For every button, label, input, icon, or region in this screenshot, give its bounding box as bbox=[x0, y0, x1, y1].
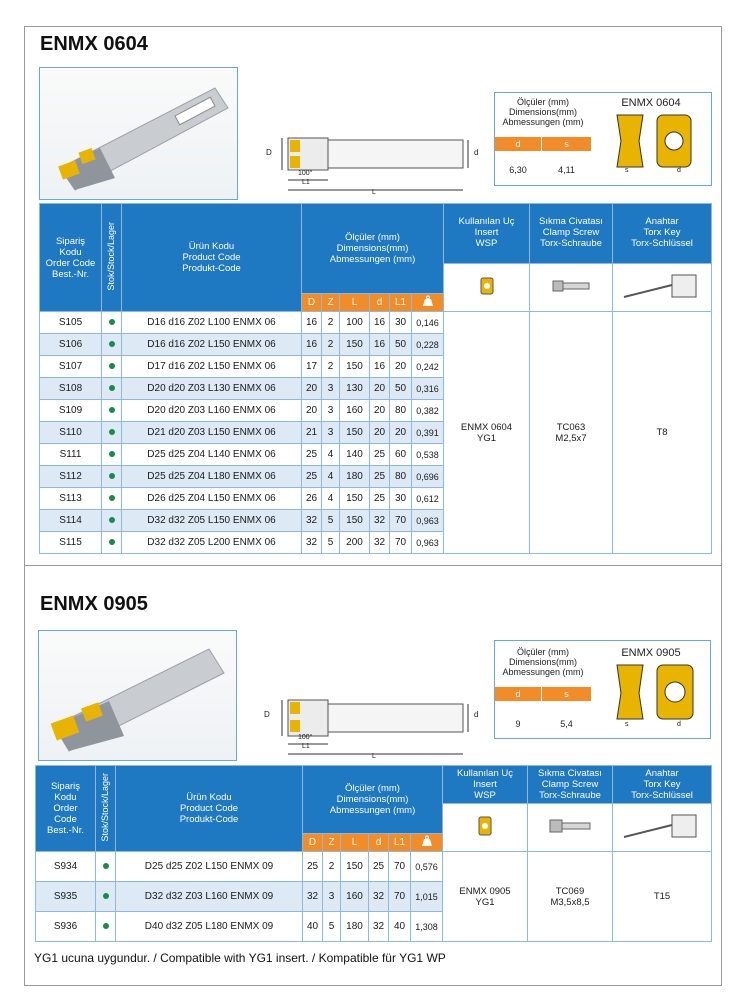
teeth-Z-cell: 5 bbox=[323, 912, 341, 942]
shank-d-cell: 20 bbox=[370, 400, 390, 422]
table-row bbox=[40, 312, 712, 334]
tool-drawing bbox=[262, 686, 487, 766]
diameter-D-cell: 20 bbox=[302, 400, 322, 422]
key-picture bbox=[613, 804, 712, 852]
weight-cell: 0,228 bbox=[412, 334, 444, 356]
order-code-cell: S113 bbox=[40, 488, 102, 510]
length-L1-cell: 70 bbox=[390, 532, 412, 554]
order-code-cell: S110 bbox=[40, 422, 102, 444]
weight-cell: 0,316 bbox=[412, 378, 444, 400]
shank-d-cell: 20 bbox=[370, 378, 390, 400]
compatibility-note: YG1 ucuna uygundur. / Compatible with YG1 insert. / Kompatible für YG1 WP bbox=[34, 951, 446, 965]
dim-L-label: L bbox=[372, 189, 376, 196]
torx-key-icon bbox=[622, 811, 702, 841]
tool-drawing bbox=[262, 120, 487, 200]
order-code-cell: S106 bbox=[40, 334, 102, 356]
diameter-D-cell: 32 bbox=[303, 882, 323, 912]
order-code-cell: S935 bbox=[36, 882, 96, 912]
shank-d-cell: 16 bbox=[370, 334, 390, 356]
weight-cell: 0,963 bbox=[412, 532, 444, 554]
shank-d-cell: 32 bbox=[369, 912, 389, 942]
stock-indicator bbox=[102, 356, 122, 378]
in-stock-dot-icon bbox=[109, 495, 115, 501]
dimensions-header: Ölçüler (mm) Dimensions(mm) Abmessungen (mm) bbox=[303, 766, 443, 834]
teeth-Z-cell: 4 bbox=[322, 466, 340, 488]
diameter-D-cell: 25 bbox=[302, 466, 322, 488]
weight-cell: 0,146 bbox=[412, 312, 444, 334]
length-L1-cell: 40 bbox=[389, 912, 411, 942]
product-table bbox=[39, 203, 712, 554]
shank-d-cell: 20 bbox=[370, 422, 390, 444]
shank-d-cell: 25 bbox=[369, 852, 389, 882]
product-code-cell: D20 d20 Z03 L130 ENMX 06 bbox=[122, 378, 302, 400]
section-title: ENMX 0905 bbox=[40, 593, 148, 615]
shank-d-cell: 25 bbox=[370, 466, 390, 488]
teeth-Z-cell: 4 bbox=[322, 488, 340, 510]
insert-d-value: 9 bbox=[515, 719, 521, 729]
teeth-Z-cell: 3 bbox=[322, 400, 340, 422]
stock-indicator bbox=[96, 912, 116, 942]
product-code-header: Ürün Kodu Product Code Produkt-Code bbox=[116, 766, 303, 852]
dim-L1-label: L1 bbox=[302, 179, 310, 186]
weight-cell: 0,538 bbox=[412, 444, 444, 466]
weight-cell: 0,242 bbox=[412, 356, 444, 378]
dim-col-header: L1 bbox=[389, 834, 411, 852]
teeth-Z-cell: 2 bbox=[322, 356, 340, 378]
product-code-cell: D17 d16 Z02 L150 ENMX 06 bbox=[122, 356, 302, 378]
stock-indicator bbox=[102, 422, 122, 444]
weight-cell: 0,391 bbox=[412, 422, 444, 444]
teeth-Z-cell: 3 bbox=[322, 422, 340, 444]
end-mill-photo-icon bbox=[39, 631, 236, 760]
weight-cell: 0,612 bbox=[412, 488, 444, 510]
teeth-Z-cell: 3 bbox=[322, 378, 340, 400]
order-code-cell: S936 bbox=[36, 912, 96, 942]
section-title: ENMX 0604 bbox=[40, 33, 148, 55]
order-code-cell: S105 bbox=[40, 312, 102, 334]
length-L1-cell: 50 bbox=[390, 378, 412, 400]
order-code-header: Sipariş Kodu Order Code Best.-Nr. bbox=[40, 204, 102, 312]
order-code-cell: S108 bbox=[40, 378, 102, 400]
stock-indicator bbox=[102, 444, 122, 466]
insert-icon bbox=[477, 815, 493, 837]
diameter-D-cell: 17 bbox=[302, 356, 322, 378]
insert-s-header: s bbox=[542, 137, 591, 151]
insert-d-value: 6,30 bbox=[509, 165, 527, 175]
product-code-cell: D25 d25 Z04 L180 ENMX 06 bbox=[122, 466, 302, 488]
key-header: Anahtar Torx Key Torx-Schlüssel bbox=[613, 204, 712, 264]
stock-header: Stok/Stock/Lager bbox=[96, 766, 116, 852]
weight-kg-icon bbox=[421, 835, 433, 847]
torx-screw-icon bbox=[548, 815, 592, 837]
length-L-cell: 180 bbox=[340, 466, 370, 488]
screw-header: Sıkma Civatası Clamp Screw Torx-Schraube bbox=[530, 204, 613, 264]
in-stock-dot-icon bbox=[103, 923, 109, 929]
insert-dimension-box bbox=[494, 92, 712, 186]
teeth-Z-cell: 2 bbox=[322, 334, 340, 356]
dim-d-label: d bbox=[474, 148, 479, 157]
screw-picture bbox=[528, 804, 613, 852]
diameter-D-cell: 26 bbox=[302, 488, 322, 510]
insert-header: Kullanılan Uç Insert WSP bbox=[443, 766, 528, 804]
order-code-cell: S114 bbox=[40, 510, 102, 532]
product-code-cell: D20 d20 Z03 L160 ENMX 06 bbox=[122, 400, 302, 422]
in-stock-dot-icon bbox=[109, 429, 115, 435]
dim-col-header: Z bbox=[323, 834, 341, 852]
insert-dimension-box bbox=[494, 640, 711, 739]
in-stock-dot-icon bbox=[109, 451, 115, 457]
stock-header: Stok/Stock/Lager bbox=[102, 204, 122, 312]
product-code-cell: D16 d16 Z02 L150 ENMX 06 bbox=[122, 334, 302, 356]
length-L-cell: 150 bbox=[340, 422, 370, 444]
stock-indicator bbox=[102, 532, 122, 554]
fig-d-label: d bbox=[677, 167, 681, 174]
tool-photo bbox=[39, 67, 238, 200]
diameter-D-cell: 32 bbox=[302, 510, 322, 532]
insert-geometry-icon bbox=[613, 663, 703, 723]
length-L-cell: 130 bbox=[340, 378, 370, 400]
shank-d-cell: 16 bbox=[370, 356, 390, 378]
dim-col-header: L1 bbox=[390, 294, 412, 312]
dimension-box-title: Ölçüler (mm) Dimensions(mm) Abmessungen (mm) bbox=[502, 647, 584, 677]
dim-L-label: L bbox=[372, 753, 376, 760]
fig-d-label: d bbox=[677, 721, 681, 728]
weight-cell: 0,696 bbox=[412, 466, 444, 488]
in-stock-dot-icon bbox=[109, 473, 115, 479]
screw-header: Sıkma Civatası Clamp Screw Torx-Schraube bbox=[528, 766, 613, 804]
product-code-header: Ürün Kodu Product Code Produkt-Code bbox=[122, 204, 302, 312]
insert-d-header: d bbox=[495, 687, 541, 701]
product-code-cell: D25 d25 Z04 L140 ENMX 06 bbox=[122, 444, 302, 466]
weight-header bbox=[412, 294, 444, 312]
order-code-cell: S111 bbox=[40, 444, 102, 466]
weight-cell: 0,576 bbox=[411, 852, 443, 882]
order-code-cell: S109 bbox=[40, 400, 102, 422]
diameter-D-cell: 32 bbox=[302, 532, 322, 554]
dim-col-header: D bbox=[302, 294, 322, 312]
insert-picture bbox=[444, 264, 530, 312]
in-stock-dot-icon bbox=[109, 363, 115, 369]
screw-spec-cell: TC063 M2,5x7 bbox=[530, 312, 613, 554]
weight-cell: 0,963 bbox=[412, 510, 444, 532]
diameter-D-cell: 25 bbox=[303, 852, 323, 882]
length-L1-cell: 60 bbox=[390, 444, 412, 466]
screw-spec-cell: TC069 M3,5x8,5 bbox=[528, 852, 613, 942]
shank-d-cell: 32 bbox=[370, 532, 390, 554]
length-L1-cell: 80 bbox=[390, 466, 412, 488]
stock-indicator bbox=[102, 466, 122, 488]
weight-cell: 1,015 bbox=[411, 882, 443, 912]
in-stock-dot-icon bbox=[103, 893, 109, 899]
order-code-cell: S107 bbox=[40, 356, 102, 378]
dim-col-header: D bbox=[303, 834, 323, 852]
product-code-cell: D16 d16 Z02 L100 ENMX 06 bbox=[122, 312, 302, 334]
dim-col-header: Z bbox=[322, 294, 340, 312]
product-code-cell: D21 d20 Z03 L150 ENMX 06 bbox=[122, 422, 302, 444]
end-mill-photo-icon bbox=[40, 68, 237, 199]
shank-d-cell: 25 bbox=[370, 488, 390, 510]
key-picture bbox=[613, 264, 712, 312]
diameter-D-cell: 16 bbox=[302, 312, 322, 334]
length-L-cell: 150 bbox=[340, 356, 370, 378]
teeth-Z-cell: 3 bbox=[323, 882, 341, 912]
dimensions-header: Ölçüler (mm) Dimensions(mm) Abmessungen (mm) bbox=[302, 204, 444, 294]
teeth-Z-cell: 2 bbox=[323, 852, 341, 882]
length-L-cell: 100 bbox=[340, 312, 370, 334]
in-stock-dot-icon bbox=[109, 341, 115, 347]
wsp-spec-cell: ENMX 0604 YG1 bbox=[444, 312, 530, 554]
stock-indicator bbox=[96, 882, 116, 912]
insert-s-value: 5,4 bbox=[560, 719, 573, 729]
stock-indicator bbox=[102, 334, 122, 356]
section-divider bbox=[24, 565, 722, 566]
fig-s-label: s bbox=[625, 721, 629, 728]
diameter-D-cell: 21 bbox=[302, 422, 322, 444]
weight-header bbox=[411, 834, 443, 852]
stock-indicator bbox=[96, 852, 116, 882]
order-code-header: Sipariş Kodu Order Code Best.-Nr. bbox=[36, 766, 96, 852]
product-code-cell: D32 d32 Z05 L200 ENMX 06 bbox=[122, 532, 302, 554]
insert-picture bbox=[443, 804, 528, 852]
length-L-cell: 140 bbox=[340, 444, 370, 466]
diameter-D-cell: 25 bbox=[302, 444, 322, 466]
torx-screw-icon bbox=[551, 276, 591, 296]
stock-indicator bbox=[102, 488, 122, 510]
length-L-cell: 150 bbox=[340, 334, 370, 356]
teeth-Z-cell: 4 bbox=[322, 444, 340, 466]
order-code-cell: S112 bbox=[40, 466, 102, 488]
key-header: Anahtar Torx Key Torx-Schlüssel bbox=[613, 766, 712, 804]
key-spec-cell: T8 bbox=[613, 312, 712, 554]
shank-d-cell: 32 bbox=[370, 510, 390, 532]
tool-photo bbox=[38, 630, 237, 761]
length-L-cell: 150 bbox=[340, 488, 370, 510]
weight-cell: 1,308 bbox=[411, 912, 443, 942]
diameter-D-cell: 40 bbox=[303, 912, 323, 942]
angle-label: 100° bbox=[298, 170, 313, 177]
dim-col-header: L bbox=[341, 834, 369, 852]
teeth-Z-cell: 2 bbox=[322, 312, 340, 334]
screw-picture bbox=[530, 264, 613, 312]
diameter-D-cell: 20 bbox=[302, 378, 322, 400]
stock-indicator bbox=[102, 400, 122, 422]
dim-col-header: d bbox=[370, 294, 390, 312]
shank-d-cell: 25 bbox=[370, 444, 390, 466]
diameter-D-cell: 16 bbox=[302, 334, 322, 356]
teeth-Z-cell: 5 bbox=[322, 532, 340, 554]
insert-geometry-icon bbox=[613, 113, 703, 171]
dim-L1-label: L1 bbox=[302, 743, 310, 750]
product-code-cell: D32 d32 Z05 L150 ENMX 06 bbox=[122, 510, 302, 532]
insert-code: ENMX 0905 bbox=[621, 647, 681, 659]
product-code-cell: D40 d32 Z05 L180 ENMX 09 bbox=[116, 912, 303, 942]
product-code-cell: D32 d32 Z03 L160 ENMX 09 bbox=[116, 882, 303, 912]
insert-s-value: 4,11 bbox=[558, 165, 575, 175]
insert-code: ENMX 0604 bbox=[621, 97, 681, 109]
length-L1-cell: 20 bbox=[390, 356, 412, 378]
in-stock-dot-icon bbox=[109, 517, 115, 523]
length-L-cell: 160 bbox=[340, 400, 370, 422]
wsp-spec-cell: ENMX 0905 YG1 bbox=[443, 852, 528, 942]
in-stock-dot-icon bbox=[109, 385, 115, 391]
length-L1-cell: 70 bbox=[389, 882, 411, 912]
dim-col-header: L bbox=[340, 294, 370, 312]
product-code-cell: D26 d25 Z04 L150 ENMX 06 bbox=[122, 488, 302, 510]
stock-indicator bbox=[102, 378, 122, 400]
tool-dimension-drawing-icon bbox=[262, 120, 487, 200]
insert-d-header: d bbox=[495, 137, 541, 151]
length-L-cell: 160 bbox=[341, 882, 369, 912]
length-L-cell: 180 bbox=[341, 912, 369, 942]
in-stock-dot-icon bbox=[109, 539, 115, 545]
in-stock-dot-icon bbox=[109, 407, 115, 413]
stock-indicator bbox=[102, 510, 122, 532]
stock-indicator bbox=[102, 312, 122, 334]
key-spec-cell: T15 bbox=[613, 852, 712, 942]
length-L1-cell: 70 bbox=[389, 852, 411, 882]
in-stock-dot-icon bbox=[103, 863, 109, 869]
insert-icon bbox=[479, 276, 495, 296]
torx-key-icon bbox=[622, 271, 702, 301]
teeth-Z-cell: 5 bbox=[322, 510, 340, 532]
insert-s-header: s bbox=[542, 687, 591, 701]
length-L1-cell: 70 bbox=[390, 510, 412, 532]
dimension-box-title: Ölçüler (mm) Dimensions(mm) Abmessungen (mm) bbox=[502, 97, 584, 127]
in-stock-dot-icon bbox=[109, 319, 115, 325]
insert-header: Kullanılan Uç Insert WSP bbox=[444, 204, 530, 264]
length-L1-cell: 30 bbox=[390, 488, 412, 510]
dim-col-header: d bbox=[369, 834, 389, 852]
length-L-cell: 150 bbox=[341, 852, 369, 882]
length-L1-cell: 20 bbox=[390, 422, 412, 444]
angle-label: 100° bbox=[298, 734, 313, 741]
weight-cell: 0,382 bbox=[412, 400, 444, 422]
length-L-cell: 200 bbox=[340, 532, 370, 554]
length-L1-cell: 50 bbox=[390, 334, 412, 356]
length-L1-cell: 80 bbox=[390, 400, 412, 422]
order-code-cell: S934 bbox=[36, 852, 96, 882]
table-row bbox=[36, 852, 712, 882]
product-code-cell: D25 d25 Z02 L150 ENMX 09 bbox=[116, 852, 303, 882]
order-code-cell: S115 bbox=[40, 532, 102, 554]
shank-d-cell: 32 bbox=[369, 882, 389, 912]
product-table bbox=[35, 765, 712, 942]
weight-kg-icon bbox=[422, 295, 434, 307]
length-L-cell: 150 bbox=[340, 510, 370, 532]
fig-s-label: s bbox=[625, 167, 629, 174]
dim-D-label: D bbox=[266, 148, 272, 157]
shank-d-cell: 16 bbox=[370, 312, 390, 334]
dim-D-label: D bbox=[264, 710, 270, 719]
dim-d-label: d bbox=[474, 710, 479, 719]
length-L1-cell: 30 bbox=[390, 312, 412, 334]
